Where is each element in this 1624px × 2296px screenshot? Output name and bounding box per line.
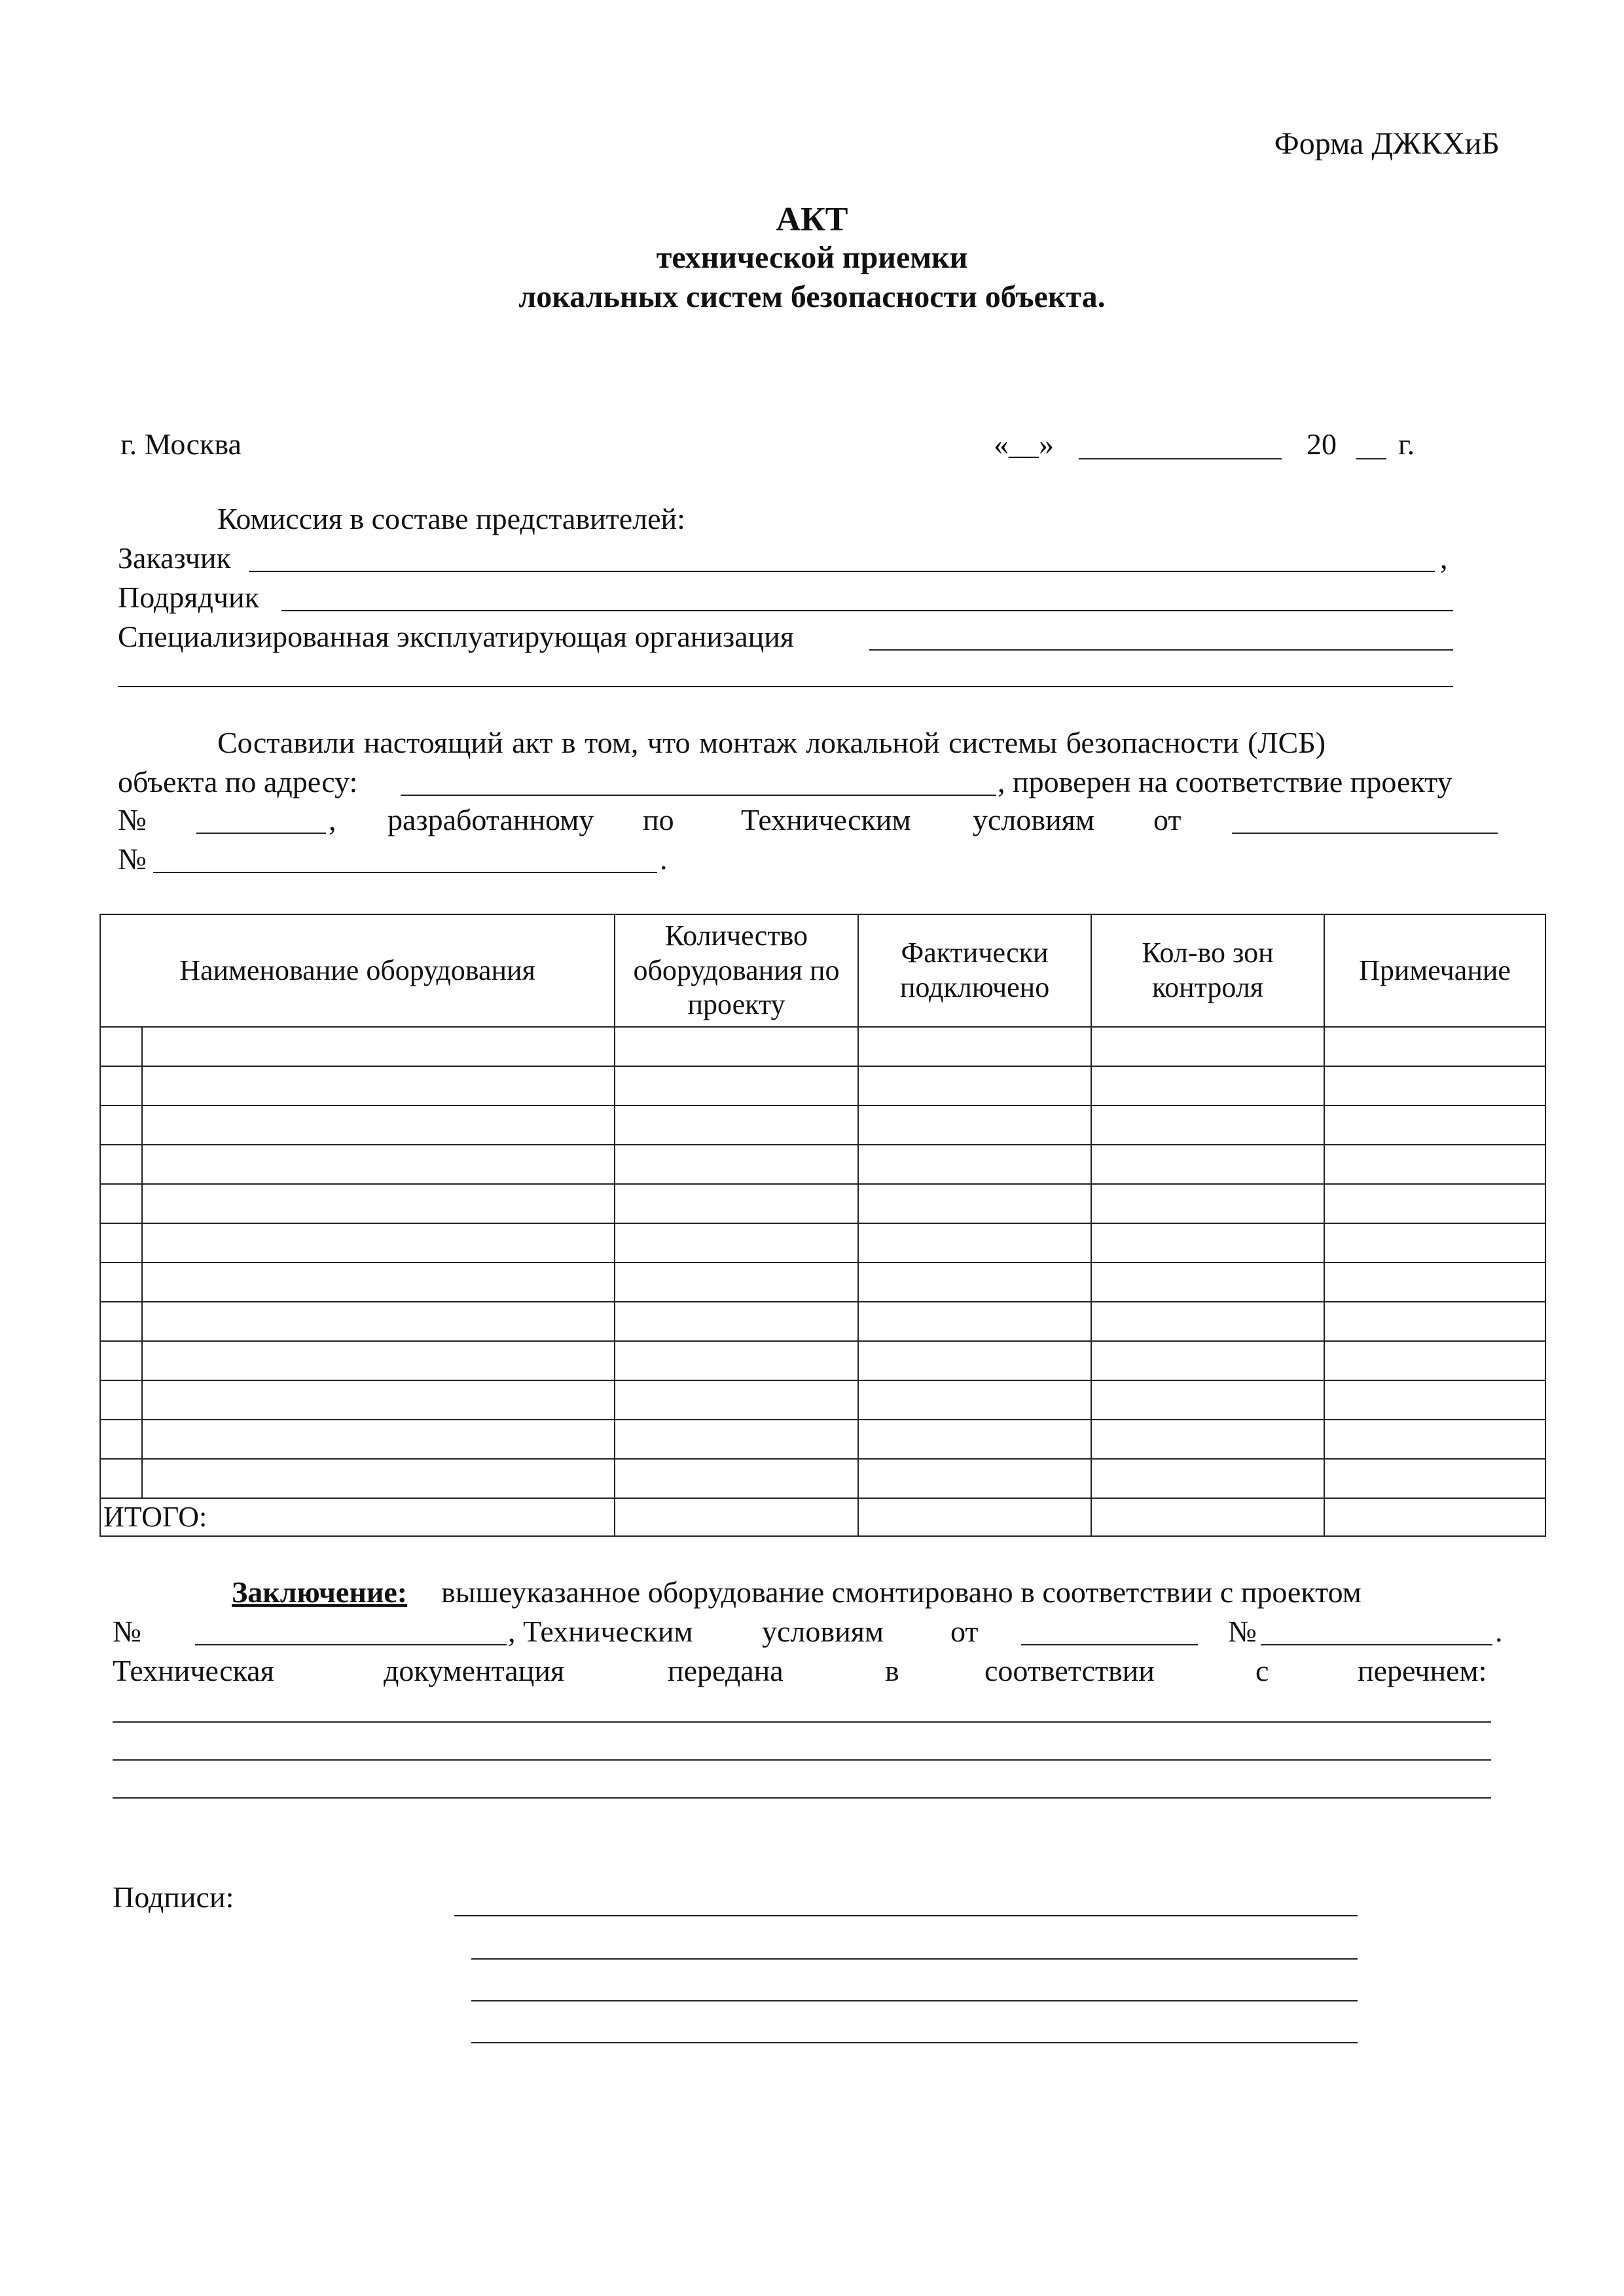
total-connected-cell[interactable]	[858, 1498, 1091, 1536]
zones-cell[interactable]	[1091, 1223, 1324, 1263]
customer-label: Заказчик	[118, 541, 231, 575]
note-cell[interactable]	[1324, 1066, 1545, 1105]
note-cell[interactable]	[1324, 1420, 1545, 1459]
conclusion-word-documentation: документация	[384, 1654, 565, 1687]
col-header-actually-connected: Фактически подключено	[858, 914, 1091, 1027]
conditions-no-end: .	[660, 842, 668, 876]
zones-cell[interactable]	[1091, 1184, 1324, 1223]
table-total-row	[100, 1498, 1545, 1536]
table-row	[100, 1459, 1545, 1498]
row-number-cell[interactable]	[100, 1223, 142, 1263]
project-quantity-cell[interactable]	[615, 1302, 858, 1341]
signature-line-1[interactable]	[454, 1915, 1358, 1916]
project-quantity-cell[interactable]	[615, 1263, 858, 1302]
customer-field[interactable]	[249, 571, 1435, 572]
table-row	[100, 1223, 1545, 1263]
statement-word-by: по	[643, 803, 674, 836]
operator-field-continuation[interactable]	[118, 686, 1453, 687]
city: г. Москва	[120, 427, 242, 461]
note-cell[interactable]	[1324, 1027, 1545, 1066]
connected-cell[interactable]	[858, 1145, 1091, 1184]
date-year-prefix: 20	[1307, 427, 1337, 461]
connected-cell[interactable]	[858, 1302, 1091, 1341]
note-cell[interactable]	[1324, 1263, 1545, 1302]
conclusion-text-1: вышеуказанное оборудование смонтировано в соответствии с проектом	[441, 1575, 1362, 1609]
contractor-field[interactable]	[281, 610, 1453, 611]
date-day: «__»	[994, 427, 1054, 461]
equipment-name-cell[interactable]	[142, 1027, 615, 1066]
conclusion-label: Заключение:	[232, 1575, 408, 1609]
project-no-comma: ,	[329, 803, 336, 836]
zones-cell[interactable]	[1091, 1066, 1324, 1105]
conclusion-word-transferred: передана	[668, 1654, 784, 1687]
connected-cell[interactable]	[858, 1184, 1091, 1223]
col-header-control-zones: Кол-во зон контроля	[1091, 914, 1324, 1027]
conditions-date-field[interactable]	[1232, 833, 1498, 834]
date-year-field[interactable]	[1356, 458, 1386, 459]
equipment-name-cell[interactable]	[142, 1302, 615, 1341]
row-number-cell[interactable]	[100, 1341, 142, 1380]
documentation-list-line-2[interactable]	[113, 1759, 1491, 1761]
conclusion-word-in: в	[885, 1654, 899, 1687]
table-row	[100, 1341, 1545, 1380]
project-quantity-cell[interactable]	[615, 1145, 858, 1184]
project-quantity-cell[interactable]	[615, 1105, 858, 1145]
row-number-cell[interactable]	[100, 1066, 142, 1105]
total-note-cell[interactable]	[1324, 1498, 1545, 1536]
signature-line-4[interactable]	[471, 2042, 1358, 2043]
conclusion-word-with: с	[1255, 1654, 1269, 1687]
table-row	[100, 1263, 1545, 1302]
note-cell[interactable]	[1324, 1380, 1545, 1420]
statement-word-conditions: условиям	[973, 803, 1094, 836]
signatures-label: Подписи:	[113, 1880, 234, 1914]
project-quantity-cell[interactable]	[615, 1420, 858, 1459]
connected-cell[interactable]	[858, 1341, 1091, 1380]
equipment-name-cell[interactable]	[142, 1263, 615, 1302]
row-number-cell[interactable]	[100, 1302, 142, 1341]
conclusion-project-no-label: №	[113, 1615, 141, 1648]
project-quantity-cell[interactable]	[615, 1184, 858, 1223]
equipment-name-cell[interactable]	[142, 1223, 615, 1263]
equipment-name-cell[interactable]	[142, 1184, 615, 1223]
signature-line-2[interactable]	[471, 1958, 1358, 1960]
conclusion-word-from: от	[950, 1615, 979, 1648]
zones-cell[interactable]	[1091, 1380, 1324, 1420]
table-row	[100, 1066, 1545, 1105]
doc-subtitle-1: технической приемки	[656, 240, 968, 275]
table-row	[100, 1302, 1545, 1341]
note-cell[interactable]	[1324, 1223, 1545, 1263]
conclusion-word-accordance: соответствии	[984, 1654, 1155, 1687]
row-number-cell[interactable]	[100, 1420, 142, 1459]
commission-intro: Комиссия в составе представителей:	[217, 502, 685, 535]
statement-word-from: от	[1153, 803, 1182, 836]
doc-title: АКТ	[776, 201, 848, 238]
table-row	[100, 1105, 1545, 1145]
conclusion-line-2-end: .	[1495, 1615, 1503, 1648]
connected-cell[interactable]	[858, 1066, 1091, 1105]
date-month-field[interactable]	[1079, 458, 1282, 459]
note-cell[interactable]	[1324, 1459, 1545, 1498]
col-header-project-quantity: Количество оборудования по проекту	[615, 914, 858, 1027]
row-number-cell[interactable]	[100, 1459, 142, 1498]
total-project-quantity-cell[interactable]	[615, 1498, 858, 1536]
row-number-cell[interactable]	[100, 1380, 142, 1420]
table-header-row	[100, 914, 1545, 1027]
operator-label: Специализированная эксплуатирующая организация	[118, 620, 795, 653]
table-row	[100, 1184, 1545, 1223]
connected-cell[interactable]	[858, 1459, 1091, 1498]
equipment-name-cell[interactable]	[142, 1066, 615, 1105]
documentation-list-line-3[interactable]	[113, 1797, 1491, 1799]
zones-cell[interactable]	[1091, 1145, 1324, 1184]
zones-cell[interactable]	[1091, 1459, 1324, 1498]
project-quantity-cell[interactable]	[615, 1066, 858, 1105]
note-cell[interactable]	[1324, 1184, 1545, 1223]
statement-address-end: , проверен на соответствие проекту	[998, 765, 1453, 798]
statement-word-technical: Техническим	[741, 803, 911, 836]
zones-cell[interactable]	[1091, 1341, 1324, 1380]
conclusion-word-technical: , Техническим	[508, 1615, 693, 1648]
doc-subtitle-2: локальных систем безопасности объекта.	[518, 279, 1106, 314]
note-cell[interactable]	[1324, 1145, 1545, 1184]
equipment-name-cell[interactable]	[142, 1341, 615, 1380]
equipment-name-cell[interactable]	[142, 1459, 615, 1498]
contractor-label: Подрядчик	[118, 581, 259, 614]
zones-cell[interactable]	[1091, 1105, 1324, 1145]
equipment-table	[99, 914, 1546, 1537]
signature-line-3[interactable]	[471, 2000, 1358, 2001]
project-no-label: №	[118, 803, 147, 836]
conclusion-conditions-no-label: №	[1228, 1615, 1257, 1648]
equipment-name-cell[interactable]	[142, 1145, 615, 1184]
conclusion-conditions-number-field[interactable]	[1261, 1644, 1492, 1645]
conclusion-word-technical-doc: Техническая	[113, 1654, 274, 1687]
conclusion-word-list: перечнем:	[1358, 1654, 1487, 1687]
connected-cell[interactable]	[858, 1263, 1091, 1302]
table-row	[100, 1380, 1545, 1420]
conclusion-project-number-field[interactable]	[195, 1644, 507, 1645]
conditions-no-label: №	[118, 842, 147, 876]
project-number-field[interactable]	[196, 833, 326, 834]
row-number-cell[interactable]	[100, 1027, 142, 1066]
statement-line-1: Составили настоящий акт в том, что монтаж локальной системы безопасности (ЛСБ)	[217, 726, 1326, 759]
conclusion-conditions-date-field[interactable]	[1021, 1644, 1198, 1645]
zones-cell[interactable]	[1091, 1263, 1324, 1302]
equipment-name-cell[interactable]	[142, 1105, 615, 1145]
zones-cell[interactable]	[1091, 1302, 1324, 1341]
project-quantity-cell[interactable]	[615, 1341, 858, 1380]
conclusion-word-conditions: условиям	[762, 1615, 884, 1648]
table-row	[100, 1420, 1545, 1459]
total-label: ИТОГО:	[100, 1498, 615, 1536]
row-number-cell[interactable]	[100, 1105, 142, 1145]
note-cell[interactable]	[1324, 1302, 1545, 1341]
equipment-name-cell[interactable]	[142, 1380, 615, 1420]
project-quantity-cell[interactable]	[615, 1459, 858, 1498]
date-year-suffix: г.	[1398, 427, 1415, 461]
table-row	[100, 1145, 1545, 1184]
conditions-number-field[interactable]	[153, 872, 657, 873]
connected-cell[interactable]	[858, 1380, 1091, 1420]
col-header-note: Примечание	[1324, 914, 1545, 1027]
zones-cell[interactable]	[1091, 1027, 1324, 1066]
col-header-equipment-name: Наименование оборудования	[100, 914, 615, 1027]
zones-cell[interactable]	[1091, 1420, 1324, 1459]
note-cell[interactable]	[1324, 1341, 1545, 1380]
customer-comma: ,	[1440, 541, 1448, 575]
address-field[interactable]	[401, 795, 996, 796]
equipment-name-cell[interactable]	[142, 1420, 615, 1459]
project-quantity-cell[interactable]	[615, 1027, 858, 1066]
connected-cell[interactable]	[858, 1027, 1091, 1066]
project-quantity-cell[interactable]	[615, 1223, 858, 1263]
total-zones-cell[interactable]	[1091, 1498, 1324, 1536]
connected-cell[interactable]	[858, 1420, 1091, 1459]
project-quantity-cell[interactable]	[615, 1380, 858, 1420]
table-row	[100, 1027, 1545, 1066]
row-number-cell[interactable]	[100, 1145, 142, 1184]
connected-cell[interactable]	[858, 1223, 1091, 1263]
operator-field[interactable]	[869, 649, 1453, 651]
form-code: Форма ДЖКХиБ	[1274, 126, 1500, 161]
connected-cell[interactable]	[858, 1105, 1091, 1145]
documentation-list-line-1[interactable]	[113, 1721, 1491, 1723]
row-number-cell[interactable]	[100, 1184, 142, 1223]
statement-word-developed: разработанному	[388, 803, 594, 836]
statement-address-label: объекта по адресу:	[118, 765, 358, 798]
row-number-cell[interactable]	[100, 1263, 142, 1302]
note-cell[interactable]	[1324, 1105, 1545, 1145]
